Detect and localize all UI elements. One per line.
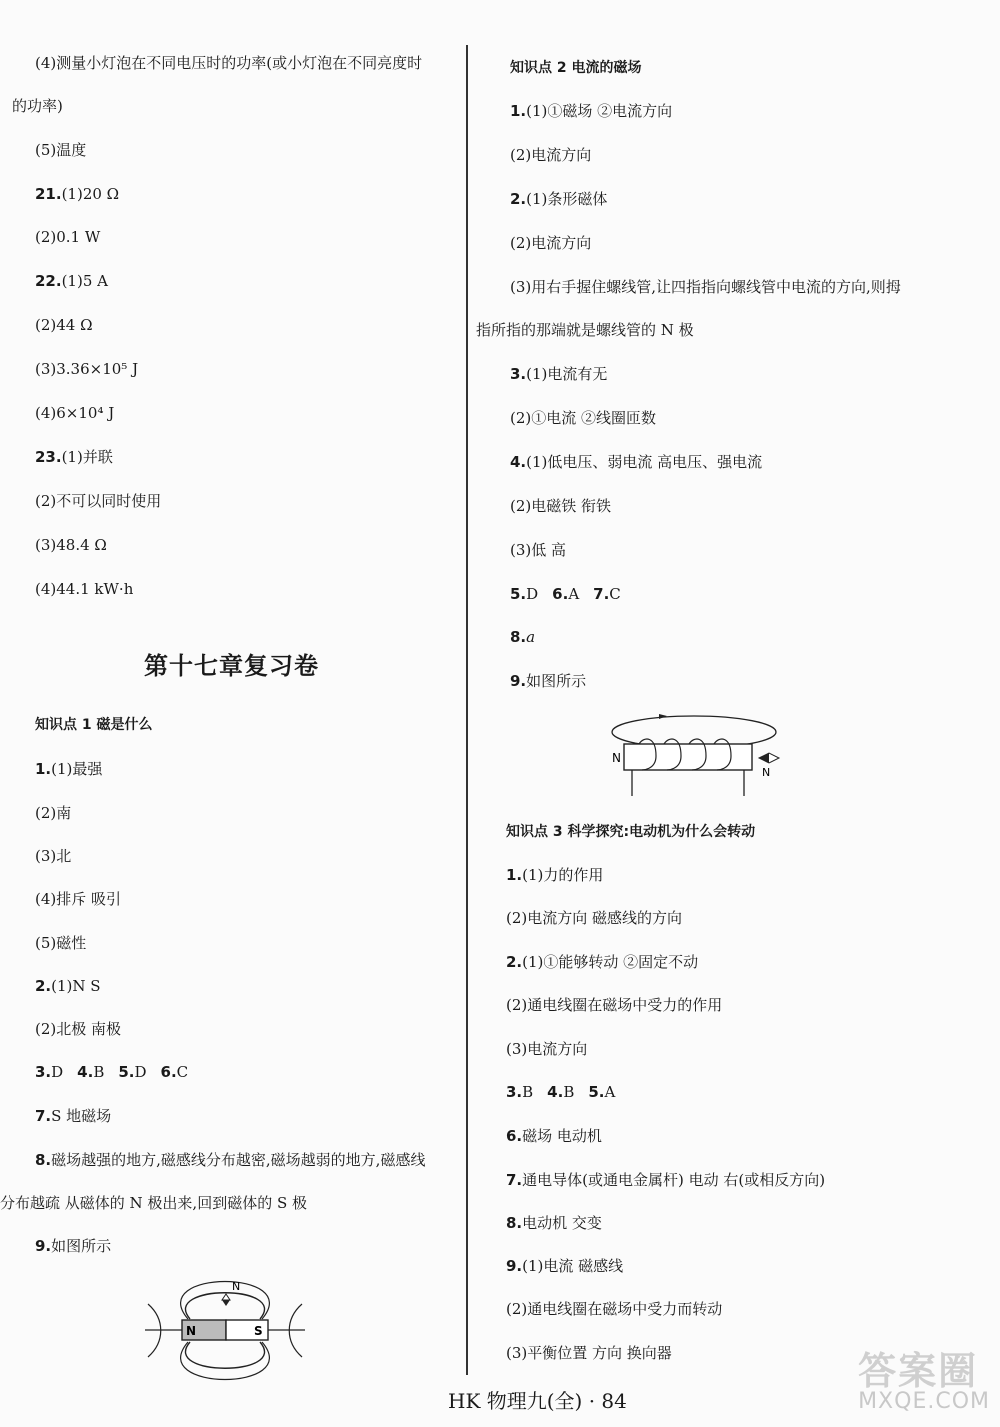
solenoid-figure: [604, 708, 804, 803]
answer-line: [35, 1106, 111, 1126]
answer-line: [35, 976, 101, 996]
question-number: 7.: [35, 1107, 52, 1125]
answer-line: (3)3.36×10⁵ J: [35, 360, 139, 378]
answer-line: (4)44.1 kW·h: [35, 580, 134, 598]
answer-line: (2)不可以同时使用: [35, 492, 162, 510]
answer-line: 9.(1)电流 磁感线: [506, 1257, 624, 1275]
answer-text: 磁场越强的地方,磁感线分布越密,磁场越弱的地方,磁感线: [51, 1151, 426, 1169]
answer-line: 指所指的那端就是螺线管的 N 极: [476, 321, 694, 339]
page-footer: HK 物理九(全) · 84: [448, 1389, 627, 1413]
answer-line: [35, 759, 102, 779]
answer-line: 的功率): [12, 97, 63, 115]
answer-mc-line: 3.B 4.B 5.A: [506, 1083, 616, 1101]
answer-line: (2)北极 南极: [35, 1020, 122, 1038]
question-number: 23.: [35, 448, 62, 466]
answer-line: (2)电流方向 磁感线的方向: [506, 909, 683, 927]
answer-line: (2)①电流 ②线圈匝数: [510, 409, 657, 427]
answer-line: (5)温度: [35, 141, 87, 159]
answer-q21: [35, 184, 119, 204]
section-heading: 知识点 3 科学探究:电动机为什么会转动: [506, 824, 756, 840]
answer-line: 8.电动机 交变: [506, 1214, 602, 1232]
answer-line: (2)44 Ω: [35, 316, 93, 334]
answer-line: (5)磁性: [35, 934, 87, 952]
compass-n-label: N: [232, 1280, 241, 1293]
column-divider: [466, 45, 468, 1375]
answer-mc-line: 5.D 6.A 7.C: [510, 585, 621, 603]
answer-line: 6.磁场 电动机: [506, 1127, 602, 1145]
answer-line: [35, 1150, 425, 1170]
answer-line: (3)北: [35, 847, 72, 865]
answer-text: 如图所示: [51, 1237, 112, 1255]
answer-line: (4)6×10⁴ J: [35, 404, 115, 422]
answer-line: 8.a: [510, 628, 536, 646]
answer-line: (3)48.4 Ω: [35, 536, 107, 554]
question-number: 1.: [35, 760, 52, 778]
answer-mc-line: 3.D 4.B 5.D 6.C: [35, 1063, 189, 1081]
chapter-title: 第十七章复习卷: [144, 652, 319, 680]
question-number: 2.: [35, 977, 52, 995]
answer-line: (2)电流方向: [510, 234, 592, 252]
answer-line: (3)低 高: [510, 541, 567, 559]
question-number: 21.: [35, 185, 62, 203]
answer-q23: [35, 447, 113, 467]
answer-line: (2)通电线圈在磁场中受力而转动: [506, 1300, 723, 1318]
answer-q22: [35, 271, 108, 291]
section-heading: 知识点 2 电流的磁场: [510, 60, 642, 76]
answer-line: (2)电流方向: [510, 146, 592, 164]
answer-text: (1)并联: [61, 448, 113, 466]
answer-line: 9.如图所示: [510, 672, 587, 690]
answer-line: (2)通电线圈在磁场中受力的作用: [506, 996, 723, 1014]
section-heading: 知识点 1 磁是什么: [35, 717, 153, 733]
answer-line: [35, 1236, 111, 1256]
answer-text: (1)5 A: [61, 272, 108, 290]
question-number: 9.: [35, 1237, 52, 1255]
answer-line: (2)电磁铁 衔铁: [510, 497, 612, 515]
answer-line: (4)测量小灯泡在不同电压时的功率(或小灯泡在不同亮度时: [35, 54, 423, 72]
magnet-n-label: N: [186, 1324, 197, 1338]
answer-line: 2.(1)①能够转动 ②固定不动: [506, 953, 699, 971]
answer-line: 7.通电导体(或通电金属杆) 电动 右(或相反方向): [506, 1171, 826, 1189]
answer-text: S 地磁场: [51, 1107, 112, 1125]
answer-line: (3)平衡位置 方向 换向器: [506, 1344, 672, 1362]
magnet-s-label: S: [254, 1324, 263, 1338]
answer-line: (3)用右手握住螺线管,让四指指向螺线管中电流的方向,则拇: [510, 278, 901, 296]
answer-line: (2)南: [35, 804, 72, 822]
answer-text: (1)20 Ω: [61, 185, 120, 203]
answer-line: (2)0.1 W: [35, 228, 101, 246]
answer-line: 4.(1)低电压、弱电流 高电压、强电流: [510, 453, 763, 471]
watermark-logo: 答案圈 MXQE.COM: [858, 1349, 990, 1414]
answer-text: (1)最强: [51, 760, 103, 778]
answer-line: 分布越疏 从磁体的 N 极出来,回到磁体的 S 极: [0, 1194, 308, 1212]
answer-line: 3.(1)电流有无: [510, 365, 608, 383]
solenoid-n-label: N: [612, 751, 621, 765]
answer-text: (1)N S: [51, 977, 101, 995]
bar-magnet-figure: [140, 1274, 310, 1386]
answer-line: (4)排斥 吸引: [35, 890, 122, 908]
compass-n-label: N: [762, 766, 771, 779]
question-number: 22.: [35, 272, 62, 290]
answer-line: (3)电流方向: [506, 1040, 588, 1058]
answer-line: 1.(1)力的作用: [506, 866, 604, 884]
question-number: 8.: [35, 1151, 52, 1169]
answer-line: 1.(1)①磁场 ②电流方向: [510, 102, 673, 120]
answer-line: 2.(1)条形磁体: [510, 190, 608, 208]
